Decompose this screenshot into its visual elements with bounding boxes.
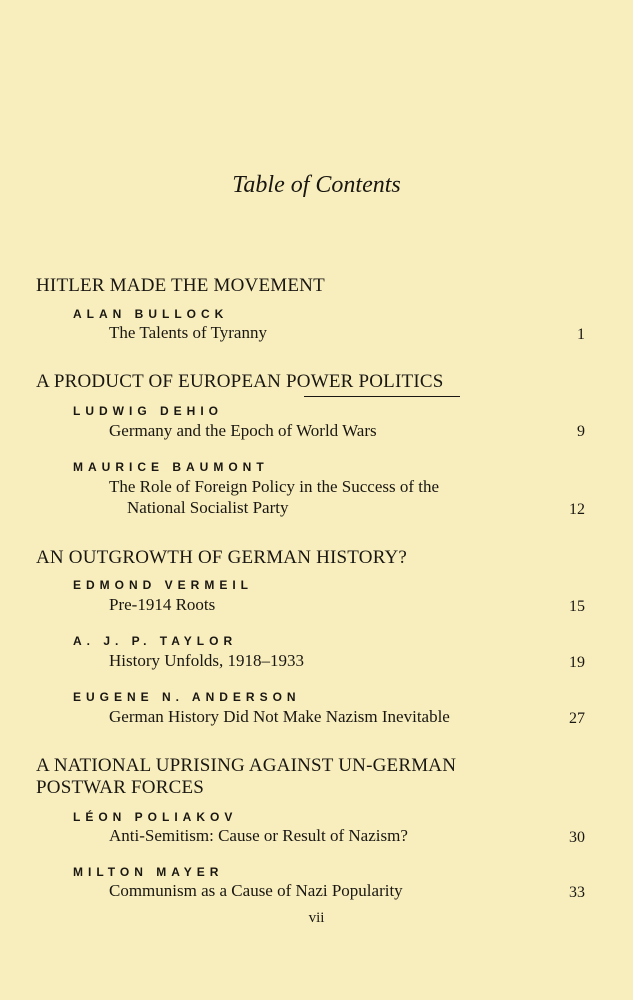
author-name: ALAN BULLOCK bbox=[73, 307, 229, 321]
author-name: A. J. P. TAYLOR bbox=[73, 634, 238, 648]
entry-title: History Unfolds, 1918–1933 bbox=[109, 651, 305, 670]
page-number: 12 bbox=[569, 501, 585, 518]
author-name: EUGENE N. ANDERSON bbox=[73, 690, 301, 704]
entry-title: Anti-Semitism: Cause or Result of Nazism? bbox=[109, 826, 408, 845]
page-number: 9 bbox=[577, 423, 585, 440]
author-name: MILTON MAYER bbox=[73, 865, 224, 879]
author-name: EDMOND VERMEIL bbox=[73, 578, 254, 592]
entry-title: Communism as a Cause of Nazi Popularity bbox=[109, 881, 403, 900]
section-heading: HITLER MADE THE MOVEMENT bbox=[36, 275, 325, 296]
entry-title: German History Did Not Make Nazism Inevitable bbox=[109, 707, 450, 726]
section-heading: AN OUTGROWTH OF GERMAN HISTORY? bbox=[36, 547, 408, 568]
page-number: 15 bbox=[569, 598, 585, 615]
page-number: 33 bbox=[569, 884, 585, 901]
section-heading: A PRODUCT OF EUROPEAN POWER POLITICS bbox=[36, 371, 444, 392]
page-folio: vii bbox=[308, 910, 325, 926]
page-number: 1 bbox=[577, 326, 585, 343]
section-heading-continued: POSTWAR FORCES bbox=[36, 777, 205, 798]
entry-title: Pre-1914 Roots bbox=[109, 595, 216, 614]
entry-title: The Role of Foreign Policy in the Success of the bbox=[109, 477, 440, 496]
page-number: 19 bbox=[569, 654, 585, 671]
entry-title: Germany and the Epoch of World Wars bbox=[109, 421, 377, 440]
page-number: 27 bbox=[569, 710, 585, 727]
heading-underline bbox=[304, 396, 460, 397]
section-heading: A NATIONAL UPRISING AGAINST UN-GERMAN bbox=[36, 755, 457, 776]
author-name: LUDWIG DEHIO bbox=[73, 404, 223, 418]
page-title: Table of Contents bbox=[232, 172, 401, 198]
author-name: LÉON POLIAKOV bbox=[73, 810, 238, 824]
author-name: MAURICE BAUMONT bbox=[73, 460, 269, 474]
entry-title: The Talents of Tyranny bbox=[109, 323, 267, 342]
page-number: 30 bbox=[569, 829, 585, 846]
entry-title-continued: National Socialist Party bbox=[127, 498, 289, 517]
